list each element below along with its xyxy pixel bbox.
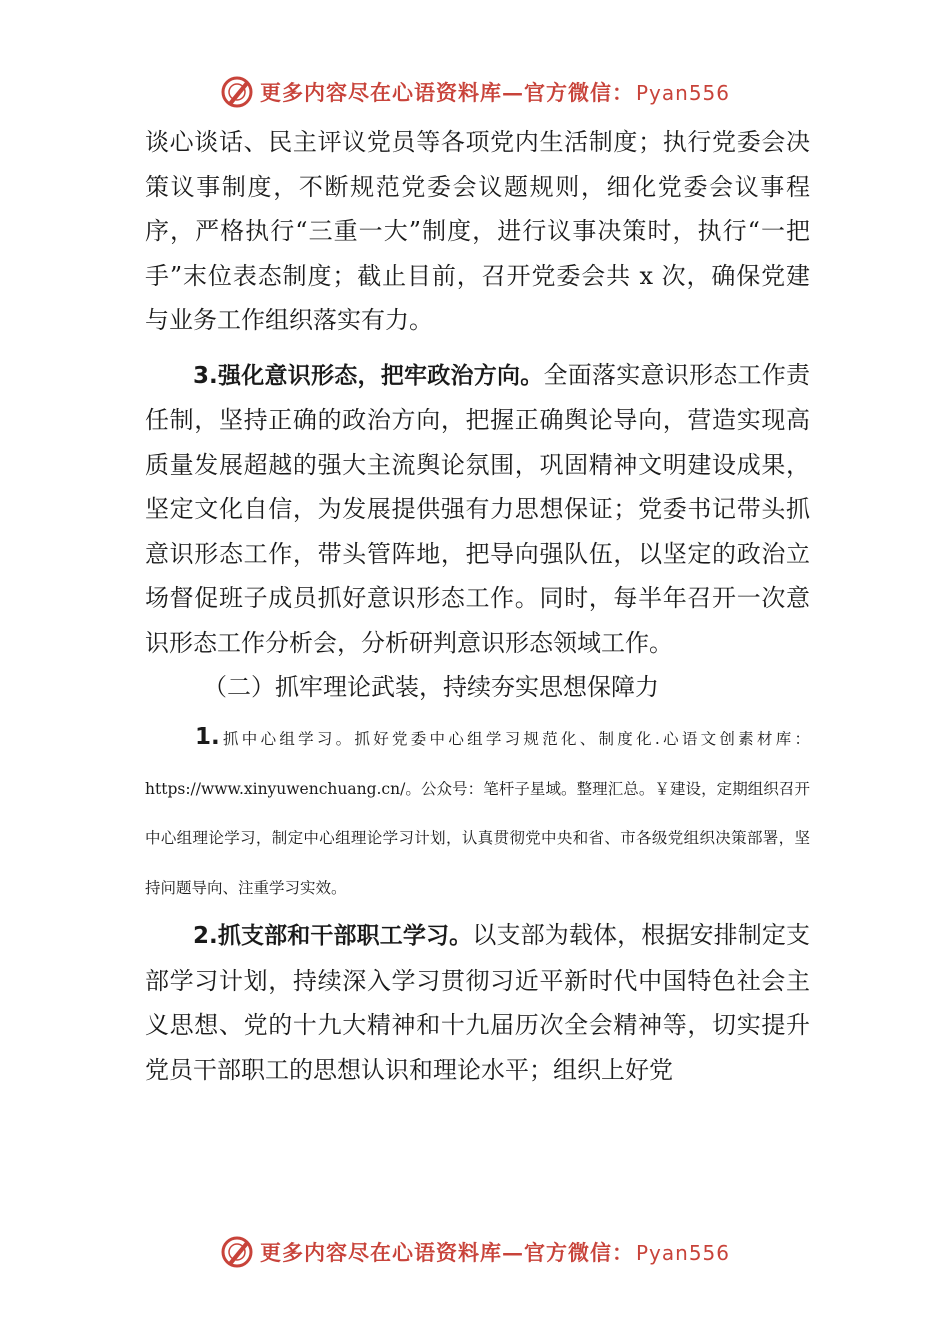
section-heading-2: 2.抓支部和干部职工学习。	[193, 923, 473, 949]
document-body	[145, 120, 810, 1092]
pen-circle-logo-icon	[220, 1235, 254, 1269]
paragraph-ideology	[145, 353, 810, 666]
footer-banner	[0, 1230, 950, 1274]
paragraph-center-group	[145, 713, 810, 913]
banner-handle: Pyan556	[635, 1241, 730, 1265]
header-banner	[0, 70, 950, 114]
paragraph-branch-study-body: 以支部为载体，根据安排制定支部学习计划，持续深入学习贯彻习近平新时代中国特色社会主义思想、党的十九大精神和十九届历次全会精神等，切实提升党员干部职工的思想认识和理论水平；组织上好党	[145, 921, 811, 1084]
pen-circle-logo-icon	[220, 75, 254, 109]
subheading-theory: （二）抓牢理论武装，持续夯实思想保障力	[203, 673, 659, 701]
paragraph-continuation: 谈心谈话、民主评议党员等各项党内生活制度；执行党委会决策议事制度，不断规范党委会议题规则，细化党委会议事程序，严格执行“三重一大”制度，进行议事决策时，执行“一把手”末位表态制度；截止目前，召开党委会共 x 次，确保党建与业务工作组织落实有力。	[145, 128, 810, 334]
paragraph-ideology-body: 全面落实意识形态工作责任制，坚持正确的政治方向，把握正确舆论导向，营造实现高质量发展超越的强大主流舆论氛围，巩固精神文明建设成果，坚定文化自信，为发展提供强有力思想保证；党委书记带头抓意识形态工作，带头管阵地，把导向强队伍，以坚定的政治立场督促班子成员抓好意识形态工作。同时，每半年召开一次意识形态工作分析会，分析研判意识形态领域工作。	[145, 360, 810, 657]
section-heading-3: 3.强化意识形态，把牢政治方向。	[193, 362, 544, 389]
banner-handle: Pyan556	[635, 81, 730, 105]
banner-text: 更多内容尽在心语资料库—官方微信： Pyan556	[259, 80, 730, 105]
paragraph-branch-study	[145, 913, 810, 1092]
banner-text: 更多内容尽在心语资料库—官方微信： Pyan556	[259, 1240, 730, 1265]
item-number-1: 1.	[195, 724, 220, 750]
paragraph-center-group-body: 抓中心组学习。抓好党委中心组学习规范化、制度化.心语文创素材库：https://www.xinyuwenchuang.cn/。公众号：笔杆子星域。整理汇总。￥建设，定期组织召开中心组理论学习，制定中心组理论学习计划，认真贯彻党中央和省、市各级党组织决策部署，坚持问题导向、注重学习实效。	[145, 730, 810, 897]
